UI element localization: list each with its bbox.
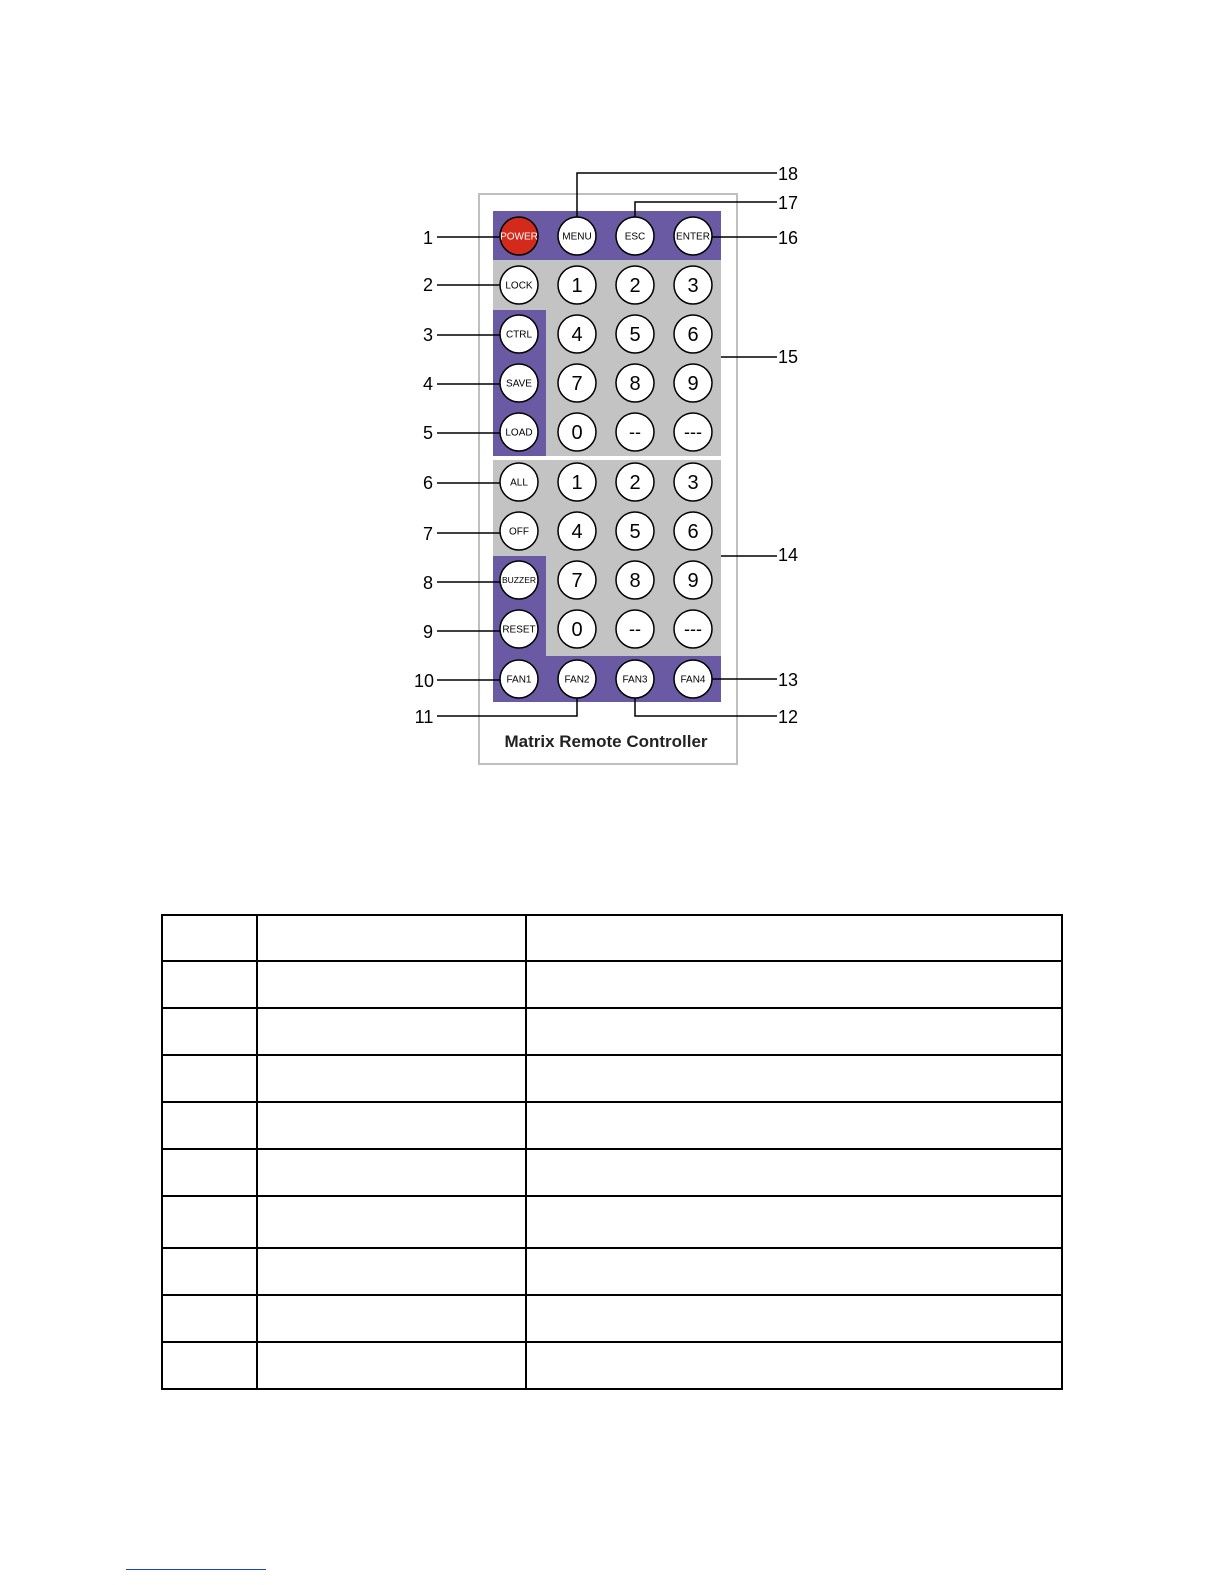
table-cell [526,1008,1062,1055]
svg-text:7: 7 [571,570,583,592]
input-key-8[interactable] [616,364,654,402]
svg-text:ESC: ESC [624,231,646,243]
table-cell [257,961,526,1008]
enter-button[interactable] [674,217,712,255]
table-cell [162,1342,257,1389]
svg-text:5: 5 [629,521,641,543]
table-cell [257,1248,526,1295]
svg-text:1: 1 [571,275,583,297]
svg-text:0: 0 [571,422,583,444]
svg-text:FAN1: FAN1 [506,674,532,686]
callout-5: 5 [422,423,434,443]
output-key-2[interactable] [616,463,654,501]
callout-13: 13 [777,670,799,690]
svg-text:2: 2 [629,472,641,494]
callout-11: 11 [414,707,434,727]
output-key-4[interactable] [558,512,596,550]
table-cell [162,1248,257,1295]
output-key-5[interactable] [616,512,654,550]
callout-3: 3 [422,325,434,345]
power-button[interactable] [500,217,538,255]
svg-text:ENTER: ENTER [676,231,710,243]
callout-7: 7 [422,524,434,544]
table-cell [257,1342,526,1389]
table-row [162,915,1062,961]
svg-text:3: 3 [687,275,699,297]
svg-text:FAN3: FAN3 [622,674,648,686]
table-cell [257,1196,526,1248]
load-button[interactable] [500,413,538,451]
table-cell [257,1008,526,1055]
svg-text:9: 9 [687,570,699,592]
input-key-7[interactable] [558,364,596,402]
svg-text:FAN4: FAN4 [680,674,706,686]
input-key-4[interactable] [558,315,596,353]
table-cell [526,1248,1062,1295]
table-cell [526,1196,1062,1248]
svg-text:RESET: RESET [502,624,536,636]
table-cell [526,1102,1062,1149]
callout-8: 8 [422,573,434,593]
table-cell [162,1295,257,1342]
table-row [162,1248,1062,1295]
callout-2: 2 [422,275,434,295]
table-cell [162,1196,257,1248]
output-key-0[interactable] [558,610,596,648]
output-key-triple-dash[interactable] [674,610,712,648]
table-row [162,961,1062,1008]
svg-text:5: 5 [629,324,641,346]
svg-text:8: 8 [629,570,641,592]
input-key-3[interactable] [674,266,712,304]
svg-text:LOAD: LOAD [505,427,533,439]
table-row [162,1149,1062,1196]
svg-text:6: 6 [687,324,699,346]
svg-text:0: 0 [571,619,583,641]
table-cell [162,915,257,961]
output-key-8[interactable] [616,561,654,599]
table-cell [526,1055,1062,1102]
output-key-9[interactable] [674,561,712,599]
svg-text:---: --- [684,619,702,639]
callout-1: 1 [422,228,434,248]
fan2-button[interactable] [558,660,596,698]
svg-text:FAN2: FAN2 [564,674,590,686]
callout-14: 14 [777,545,799,565]
callout-16: 16 [777,228,799,248]
table-cell [526,961,1062,1008]
output-key-3[interactable] [674,463,712,501]
svg-text:4: 4 [571,324,583,346]
reset-button[interactable] [500,610,538,648]
save-button[interactable] [500,364,538,402]
output-key-6[interactable] [674,512,712,550]
table-cell [162,1008,257,1055]
callout-15: 15 [777,347,799,367]
svg-text:3: 3 [687,472,699,494]
footer-link-underline[interactable] [126,1569,266,1570]
input-key-2[interactable] [616,266,654,304]
input-key-5[interactable] [616,315,654,353]
callout-17: 17 [777,193,799,213]
svg-text:9: 9 [687,373,699,395]
svg-text:OFF: OFF [509,526,529,538]
callout-4: 4 [422,374,434,394]
svg-text:POWER: POWER [500,231,538,243]
callout-18: 18 [777,164,799,184]
table-row [162,1008,1062,1055]
table-cell [526,1342,1062,1389]
svg-text:SAVE: SAVE [506,378,532,390]
input-key-1[interactable] [558,266,596,304]
off-button[interactable] [500,512,538,550]
input-key-9[interactable] [674,364,712,402]
table-cell [162,1149,257,1196]
lock-button[interactable] [500,266,538,304]
ctrl-button[interactable] [500,315,538,353]
table-row [162,1295,1062,1342]
svg-text:6: 6 [687,521,699,543]
table-cell [162,961,257,1008]
table-cell [257,1295,526,1342]
svg-text:LOCK: LOCK [505,280,533,292]
callout-12: 12 [777,707,799,727]
svg-text:CTRL: CTRL [505,329,533,341]
svg-text:---: --- [684,422,702,442]
svg-text:BUZZER: BUZZER [502,575,536,585]
table-cell [257,915,526,961]
callout-10: 10 [413,671,435,691]
table-row [162,1342,1062,1389]
input-key-double-dash[interactable] [616,413,654,451]
buzzer-button[interactable] [500,561,538,599]
all-button[interactable] [500,463,538,501]
callout-6: 6 [422,473,434,493]
table-cell [257,1055,526,1102]
table-row [162,1102,1062,1149]
table-cell [526,1149,1062,1196]
fan3-button[interactable] [616,660,654,698]
output-key-7[interactable] [558,561,596,599]
svg-text:--: -- [629,619,641,639]
input-key-triple-dash[interactable] [674,413,712,451]
table-cell [257,1102,526,1149]
table-row [162,1055,1062,1102]
esc-button[interactable] [616,217,654,255]
svg-text:--: -- [629,422,641,442]
svg-text:MENU: MENU [562,231,592,243]
svg-text:4: 4 [571,521,583,543]
table-cell [526,1295,1062,1342]
table-cell [162,1055,257,1102]
fan4-button[interactable] [674,660,712,698]
table-cell [257,1149,526,1196]
table-row [162,1196,1062,1248]
svg-text:8: 8 [629,373,641,395]
input-key-0[interactable] [558,413,596,451]
svg-text:1: 1 [571,472,583,494]
output-key-double-dash[interactable] [616,610,654,648]
table-cell [162,1102,257,1149]
callout-9: 9 [422,622,434,642]
remote-title: Matrix Remote Controller [504,732,708,751]
svg-text:ALL: ALL [510,477,528,489]
input-key-6[interactable] [674,315,712,353]
output-key-1[interactable] [558,463,596,501]
function-table [161,914,1063,1390]
svg-text:7: 7 [571,373,583,395]
fan1-button[interactable] [500,660,538,698]
menu-button[interactable] [558,217,596,255]
svg-text:2: 2 [629,275,641,297]
table-cell [526,915,1062,961]
